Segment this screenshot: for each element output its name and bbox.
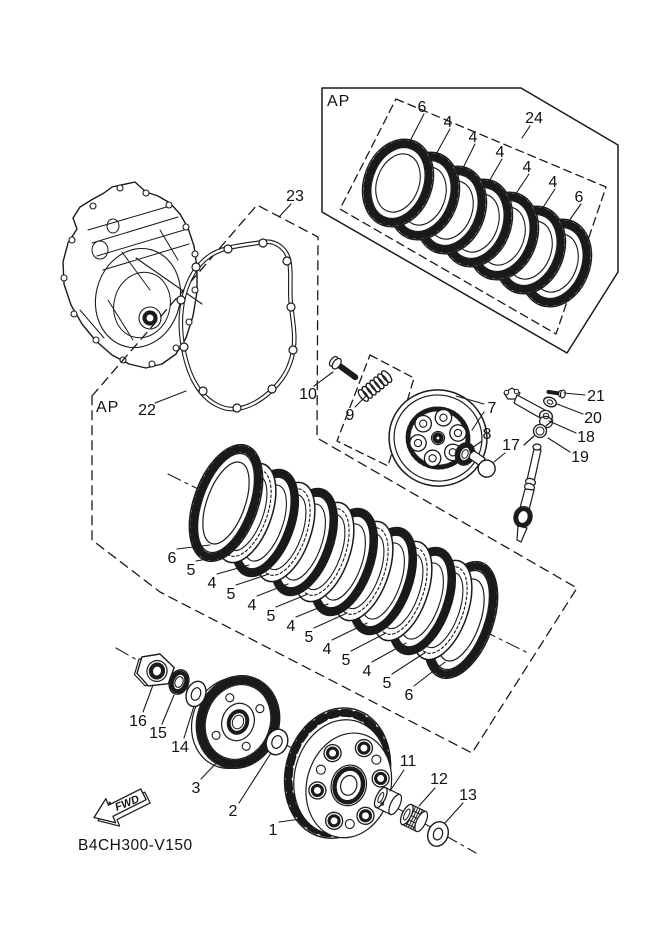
drawing-code: B4CH300-V150 (78, 837, 193, 854)
callout-12: 12 (430, 771, 448, 788)
push-rod-art (512, 444, 541, 542)
callout-5: 5 (266, 608, 276, 625)
washer-13-art (424, 819, 451, 849)
lever-screw-art (548, 388, 566, 398)
callout-4: 4 (322, 641, 332, 658)
lever-washer-art (542, 396, 557, 409)
callout-4: 4 (286, 618, 296, 635)
fwd-label: FWD (113, 793, 142, 814)
callout-7: 7 (487, 400, 497, 417)
callout-2: 2 (228, 803, 238, 820)
fwd-arrow (89, 784, 154, 834)
main-ap-label: AP (96, 399, 120, 416)
callout-20: 20 (584, 410, 602, 427)
callout-4: 4 (468, 129, 478, 146)
callout-18: 18 (577, 429, 595, 446)
callout-3: 3 (191, 780, 201, 797)
callout-8: 8 (482, 426, 492, 443)
callout-6: 6 (574, 189, 584, 206)
callout-5: 5 (186, 562, 196, 579)
needle-bearing-art (398, 803, 430, 834)
callout-13: 13 (459, 787, 477, 804)
inset-ap-label: AP (327, 93, 351, 110)
callout-4: 4 (362, 663, 372, 680)
inset-box (322, 88, 618, 353)
callout-21: 21 (587, 388, 605, 405)
callout-5: 5 (382, 675, 392, 692)
callout-16: 16 (129, 713, 147, 730)
callout-4: 4 (548, 174, 558, 191)
lever-spring-art (524, 420, 553, 445)
clutch-housing-art (270, 696, 408, 851)
callout-6: 6 (417, 99, 427, 116)
callout-11: 11 (399, 753, 417, 770)
cover-gasket-art (155, 204, 297, 412)
callout-22: 22 (138, 402, 156, 419)
clutch-spring-art (356, 369, 393, 403)
callout-9: 9 (345, 407, 355, 424)
callout-6: 6 (404, 687, 414, 704)
callout-1: 1 (268, 822, 278, 839)
callout-4: 4 (247, 597, 257, 614)
callout-4: 4 (443, 114, 453, 131)
clutch-boss-art (179, 662, 293, 782)
callout-19: 19 (571, 449, 589, 466)
callout-14: 14 (171, 739, 189, 756)
callout-4: 4 (495, 144, 505, 161)
callout-24: 24 (525, 110, 543, 127)
callout-4: 4 (522, 159, 532, 176)
push-lever-art (504, 388, 554, 429)
callout-6: 6 (167, 550, 177, 567)
callout-4: 4 (207, 575, 217, 592)
callout-5: 5 (226, 586, 236, 603)
spring-bolt-art (328, 355, 360, 383)
callout-23: 23 (286, 188, 304, 205)
callout-10: 10 (299, 386, 317, 403)
callout-15: 15 (149, 725, 167, 742)
pressure-plate-art (378, 379, 498, 497)
callout-17: 17 (502, 437, 520, 454)
callout-5: 5 (341, 652, 351, 669)
callout-5: 5 (304, 629, 314, 646)
